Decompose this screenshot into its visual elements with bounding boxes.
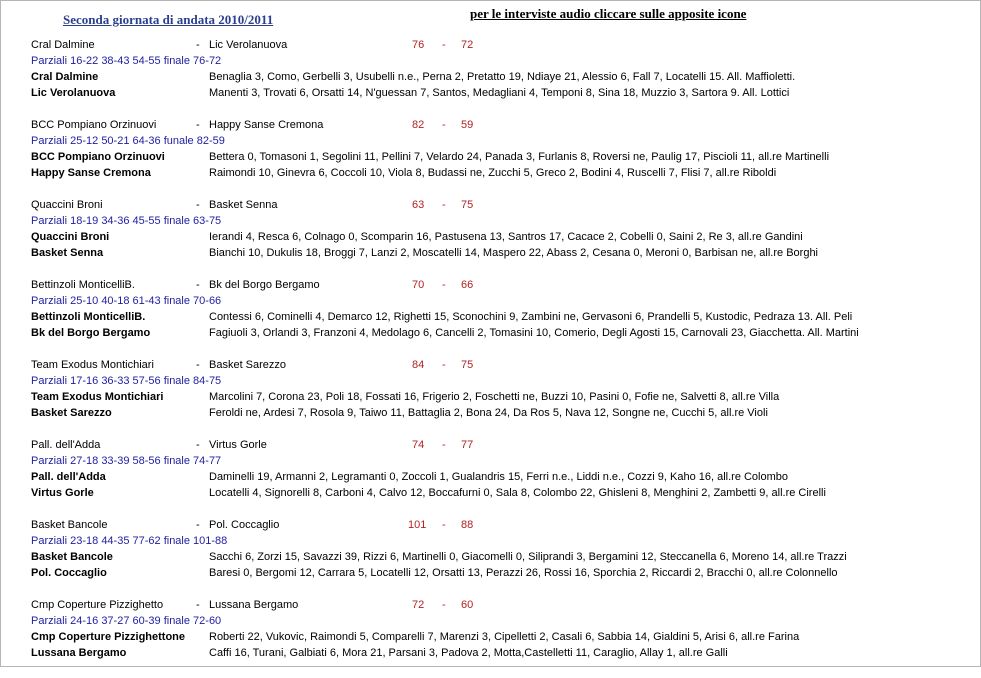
home-roster-label: Bettinzoli MonticelliB. (31, 311, 146, 323)
away-roster (31, 326, 859, 340)
team-separator: - (196, 359, 200, 371)
match-block (31, 518, 971, 598)
home-score: 72 (412, 599, 425, 611)
home-team: Basket Bancole (31, 519, 108, 531)
away-roster (31, 166, 777, 180)
home-score: 84 (412, 359, 425, 371)
home-score: 63 (412, 199, 425, 211)
away-players: Bianchi 10, Dukulis 18, Broggi 7, Lanzi 2, Moscatelli 14, Maspero 22, Abass 2, Cesana 0, Meroni 0, Barbisan ne, all.re Borghi (209, 247, 819, 259)
home-score: 76 (412, 39, 425, 51)
away-team: Lic Verolanuova (209, 39, 288, 51)
score-separator: - (442, 359, 446, 371)
team-separator: - (196, 199, 200, 211)
home-roster-label: Team Exodus Montichiari (31, 391, 164, 403)
away-roster-label: Lussana Bergamo (31, 647, 127, 659)
match-block (31, 198, 971, 278)
home-roster-label: Basket Bancole (31, 551, 113, 563)
home-team: Cral Dalmine (31, 39, 95, 51)
away-roster-label: Bk del Borgo Bergamo (31, 327, 151, 339)
home-roster (31, 150, 830, 164)
round-title-link[interactable]: Seconda giornata di andata 2010/2011 (63, 12, 274, 27)
away-roster-label: Pol. Coccaglio (31, 567, 107, 579)
home-roster (31, 470, 789, 484)
away-roster (31, 566, 838, 580)
home-players: Sacchi 6, Zorzi 15, Savazzi 39, Rizzi 6, Martinelli 0, Giacomelli 0, Siliprandi 3, Bergamini 12, Steccanella 6, Moreno 14, all.re Trazzi (209, 551, 847, 563)
home-players: Daminelli 19, Armanni 2, Legramanti 0, Zoccoli 1, Gualandris 15, Ferri n.e., Liddi n.e., Cozzi 9, Kaho 16, all.re Colombo (209, 471, 789, 483)
away-players: Caffi 16, Turani, Galbiati 6, Mora 21, Parsani 3, Padova 2, Motta,Castelletti 11, Caraglio, Allay 1, all.re Galli (209, 647, 728, 659)
home-roster-label: Cmp Coperture Pizzighettone (31, 631, 186, 643)
team-separator: - (196, 39, 200, 51)
partials: Parziali 24-16 37-27 60-39 finale 72-60 (31, 615, 222, 627)
home-roster-label: BCC Pompiano Orzinuovi (31, 151, 165, 163)
score-separator: - (442, 199, 446, 211)
match-block (31, 438, 971, 518)
home-score: 74 (412, 439, 425, 451)
away-roster-label: Happy Sanse Cremona (31, 167, 151, 179)
team-separator: - (196, 519, 200, 531)
away-score: 77 (461, 439, 474, 451)
partials: Parziali 25-12 50-21 64-36 funale 82-59 (31, 135, 225, 147)
away-players: Manenti 3, Trovati 6, Orsatti 14, N'guessan 7, Santos, Medagliani 4, Temponi 8, Sina 18, Muzzio 3, Sartora 9. All. Lottici (209, 87, 790, 99)
away-team: Virtus Gorle (209, 439, 267, 451)
home-roster (31, 310, 853, 324)
away-score: 66 (461, 279, 474, 291)
partials: Parziali 16-22 38-43 54-55 finale 76-72 (31, 55, 222, 67)
away-roster-label: Virtus Gorle (31, 487, 94, 499)
match-block (31, 118, 971, 198)
score-separator: - (442, 599, 446, 611)
partials: Parziali 18-19 34-36 45-55 finale 63-75 (31, 215, 222, 227)
home-players: Ierandi 4, Resca 6, Colnago 0, Scomparin 16, Pastusena 13, Santros 17, Cacace 2, Cobelli 0, Saini 2, Re 3, all.re Gandini (209, 231, 803, 243)
away-score: 59 (461, 119, 474, 131)
score-separator: - (442, 39, 446, 51)
home-players: Benaglia 3, Como, Gerbelli 3, Usubelli n.e., Perna 2, Pretatto 19, Ndiaye 21, Alessio 6, Fall 7, Locatelli 15. All. Maffioletti. (209, 71, 796, 83)
home-roster (31, 550, 847, 564)
away-players: Fagiuoli 3, Orlandi 3, Franzoni 4, Medolago 6, Cancelli 2, Tomasini 10, Comerio, Degli Agosti 15, Carnovali 23, Giacchetta. All. Martini (209, 327, 859, 339)
score-separator: - (442, 519, 446, 531)
team-separator: - (196, 279, 200, 291)
away-players: Locatelli 4, Signorelli 8, Carboni 4, Calvo 12, Boccafurni 0, Sala 8, Colombo 22, Ghisleni 8, Menghini 2, Zambetti 9, all.re Cirelli (209, 487, 826, 499)
home-players: Contessi 6, Cominelli 4, Demarco 12, Righetti 15, Sconochini 9, Zambini ne, Gervasoni 6, Prandelli 5, Kustodic, Pedraza 13. All. Peli (209, 311, 853, 323)
away-team: Bk del Borgo Bergamo (209, 279, 320, 291)
away-team: Pol. Coccaglio (209, 519, 280, 531)
home-roster (31, 230, 803, 244)
score-separator: - (442, 439, 446, 451)
away-roster (31, 486, 826, 500)
home-team: Team Exodus Montichiari (31, 359, 154, 371)
home-team: Quaccini Broni (31, 199, 103, 211)
home-score: 82 (412, 119, 425, 131)
away-roster-label: Lic Verolanuova (31, 87, 116, 99)
away-players: Feroldi ne, Ardesi 7, Rosola 9, Taiwo 11, Battaglia 2, Bona 24, Da Ros 5, Nava 12, Songne ne, Cucchi 5, all.re Violi (209, 407, 768, 419)
away-team: Lussana Bergamo (209, 599, 299, 611)
away-roster (31, 406, 768, 420)
away-roster (31, 246, 819, 260)
away-score: 60 (461, 599, 474, 611)
audio-note: per le interviste audio cliccare sulle apposite icone (470, 6, 747, 21)
home-team: Cmp Coperture Pizzighetto (31, 599, 164, 611)
home-roster (31, 390, 780, 404)
away-roster-label: Basket Sarezzo (31, 407, 112, 419)
partials: Parziali 17-16 36-33 57-56 finale 84-75 (31, 375, 222, 387)
home-players: Roberti 22, Vukovic, Raimondi 5, Comparelli 7, Marenzi 3, Cipelletti 2, Casali 6, Sabbia 14, Gialdini 5, Arisi 6, all.re Farina (209, 631, 800, 643)
match-block (31, 598, 971, 678)
match-block (31, 38, 971, 118)
away-roster (31, 86, 790, 100)
away-score: 88 (461, 519, 474, 531)
home-players: Marcolini 7, Corona 23, Poli 18, Fossati 16, Frigerio 2, Foschetti ne, Buzzi 10, Pasini 0, Fofie ne, Salvetti 8, all.re Villa (209, 391, 780, 403)
team-separator: - (196, 439, 200, 451)
home-score: 101 (408, 519, 427, 531)
away-players: Raimondi 10, Ginevra 6, Coccoli 10, Viola 8, Budassi ne, Zucchi 5, Greco 2, Bodini 4, Ruscelli 7, Flisi 7, all.re Riboldi (209, 167, 777, 179)
home-roster-label: Cral Dalmine (31, 71, 99, 83)
home-players: Bettera 0, Tomasoni 1, Segolini 11, Pellini 7, Velardo 24, Panada 3, Furlanis 8, Roversi ne, Paulig 17, Piscioli 11, all.re Martinelli (209, 151, 830, 163)
home-roster-label: Quaccini Broni (31, 231, 110, 243)
away-score: 72 (461, 39, 474, 51)
team-separator: - (196, 119, 200, 131)
away-roster (31, 646, 728, 660)
home-roster (31, 70, 796, 84)
home-roster-label: Pall. dell'Adda (31, 471, 106, 483)
home-team: Bettinzoli MonticelliB. (31, 279, 135, 291)
home-roster (31, 630, 800, 644)
away-team: Happy Sanse Cremona (209, 119, 324, 131)
partials: Parziali 23-18 44-35 77-62 finale 101-88 (31, 535, 228, 547)
home-team: Pall. dell'Adda (31, 439, 101, 451)
score-separator: - (442, 119, 446, 131)
away-team: Basket Senna (209, 199, 278, 211)
away-score: 75 (461, 359, 474, 371)
score-separator: - (442, 279, 446, 291)
partials: Parziali 25-10 40-18 61-43 finale 70-66 (31, 295, 222, 307)
partials: Parziali 27-18 33-39 58-56 finale 74-77 (31, 455, 222, 467)
match-block (31, 278, 971, 358)
home-score: 70 (412, 279, 425, 291)
away-team: Basket Sarezzo (209, 359, 287, 371)
away-roster-label: Basket Senna (31, 247, 104, 259)
away-players: Baresi 0, Bergomi 12, Carrara 5, Locatelli 12, Orsatti 13, Perazzi 26, Rossi 16, Sporchia 2, Riccardi 2, Bracchi 0, all.re Colonnello (209, 567, 838, 579)
away-score: 75 (461, 199, 474, 211)
match-block (31, 358, 971, 438)
home-team: BCC Pompiano Orzinuovi (31, 119, 157, 131)
team-separator: - (196, 599, 200, 611)
